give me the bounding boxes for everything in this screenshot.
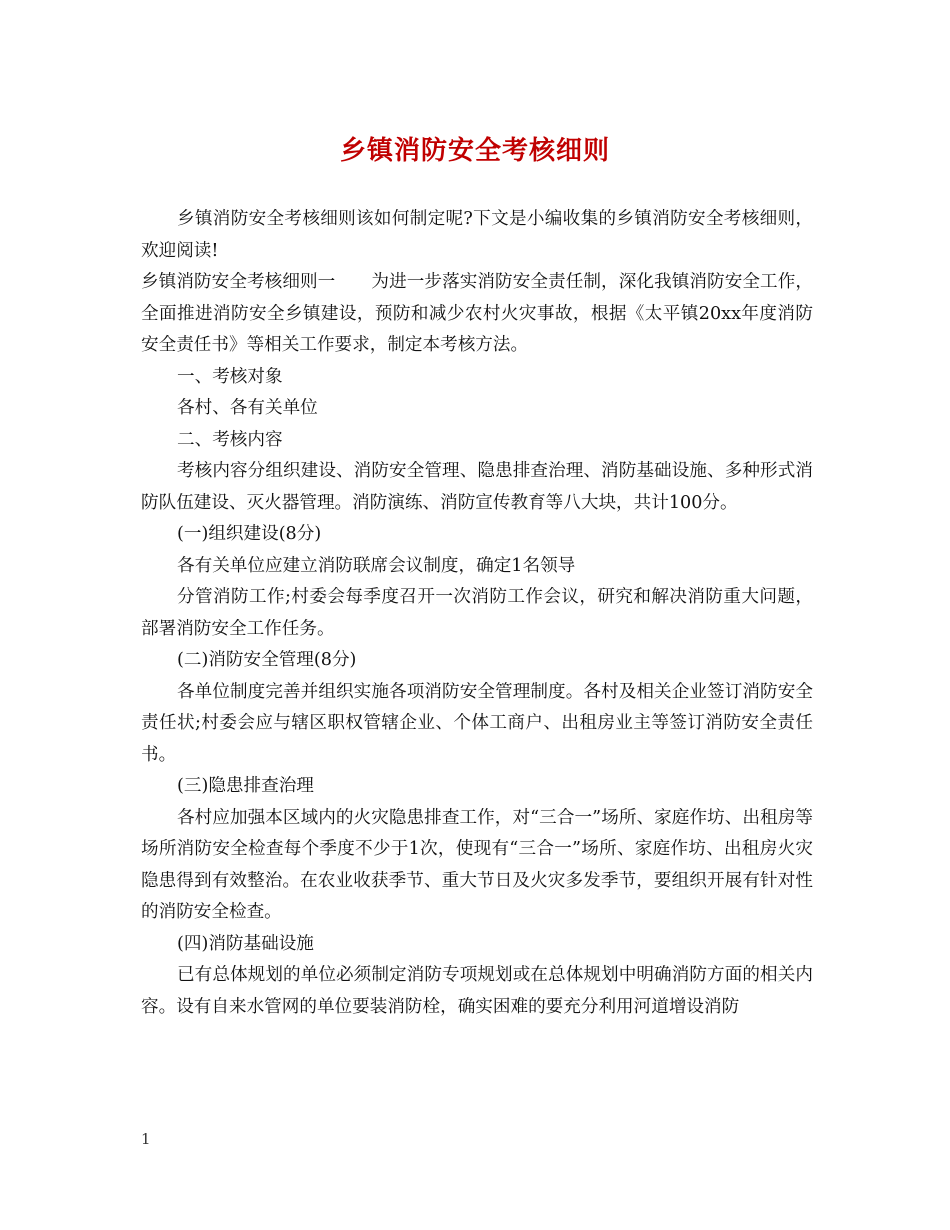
heading-assessment-target: 一、考核对象 [177, 366, 283, 387]
section-text: 为进一步落实消防安全责任制，深化我镇消防安全工作，全面推进消防安全乡镇建设，预防和减少农村火灾事故，根据《太平镇20xx年度消防安全责任书》等相关工作要求，制定本考核方法。 [141, 272, 813, 355]
heading-organization: (一)组织建设(8分) [177, 524, 322, 544]
page-number: 1 [141, 1130, 151, 1148]
section-lead: 乡镇消防安全考核细则一 [141, 272, 336, 292]
document-body [141, 204, 813, 1023]
heading-infrastructure: (四)消防基础设施 [177, 933, 314, 954]
heading-assessment-content: 二、考核内容 [177, 429, 283, 450]
paragraph-content-summary: 考核内容分组织建设、消防安全管理、隐患排查治理、消防基础设施、多种形式消防队伍建设、灭火器管理。消防演练、消防宣传教育等八大块，共计100分。 [141, 461, 813, 513]
paragraph-organization-2: 分管消防工作;村委会每季度召开一次消防工作会议，研究和解决消防重大问题，部署消防安全工作任务。 [141, 587, 813, 639]
heading-hazard-inspection: (三)隐患排查治理 [177, 776, 314, 796]
intro-paragraph: 乡镇消防安全考核细则该如何制定呢?下文是小编收集的乡镇消防安全考核细则，欢迎阅读! [141, 209, 813, 261]
paragraph-organization-1: 各有关单位应建立消防联席会议制度，确定1名领导 [177, 555, 576, 576]
heading-safety-management: (二)消防安全管理(8分) [177, 650, 357, 670]
paragraph-hazard-inspection: 各村应加强本区域内的火灾隐患排查工作，对“三合一”场所、家庭作坊、出租房等场所消防安全检查每个季度不少于1次，使现有“三合一”场所、家庭作坊、出租房火灾隐患得到有效整治。在农业收获季节、重大节日及火灾多发季节，要组织开展有针对性的消防安全检查。 [141, 807, 813, 922]
document-title: 乡镇消防安全考核细则 [339, 136, 610, 166]
paragraph-infrastructure: 已有总体规划的单位必须制定消防专项规划或在总体规划中明确消防方面的相关内容。设有自来水管网的单位要装消防栓，确实困难的要充分利用河道增设消防 [141, 965, 813, 1017]
paragraph-target-units: 各村、各有关单位 [177, 398, 318, 418]
section-paragraph [141, 267, 813, 362]
paragraph-safety-management: 各单位制度完善并组织实施各项消防安全管理制度。各村及相关企业签订消防安全责任状;村委会应与辖区职权管辖企业、个体工商户、出租房业主等签订消防安全责任书。 [141, 681, 813, 765]
